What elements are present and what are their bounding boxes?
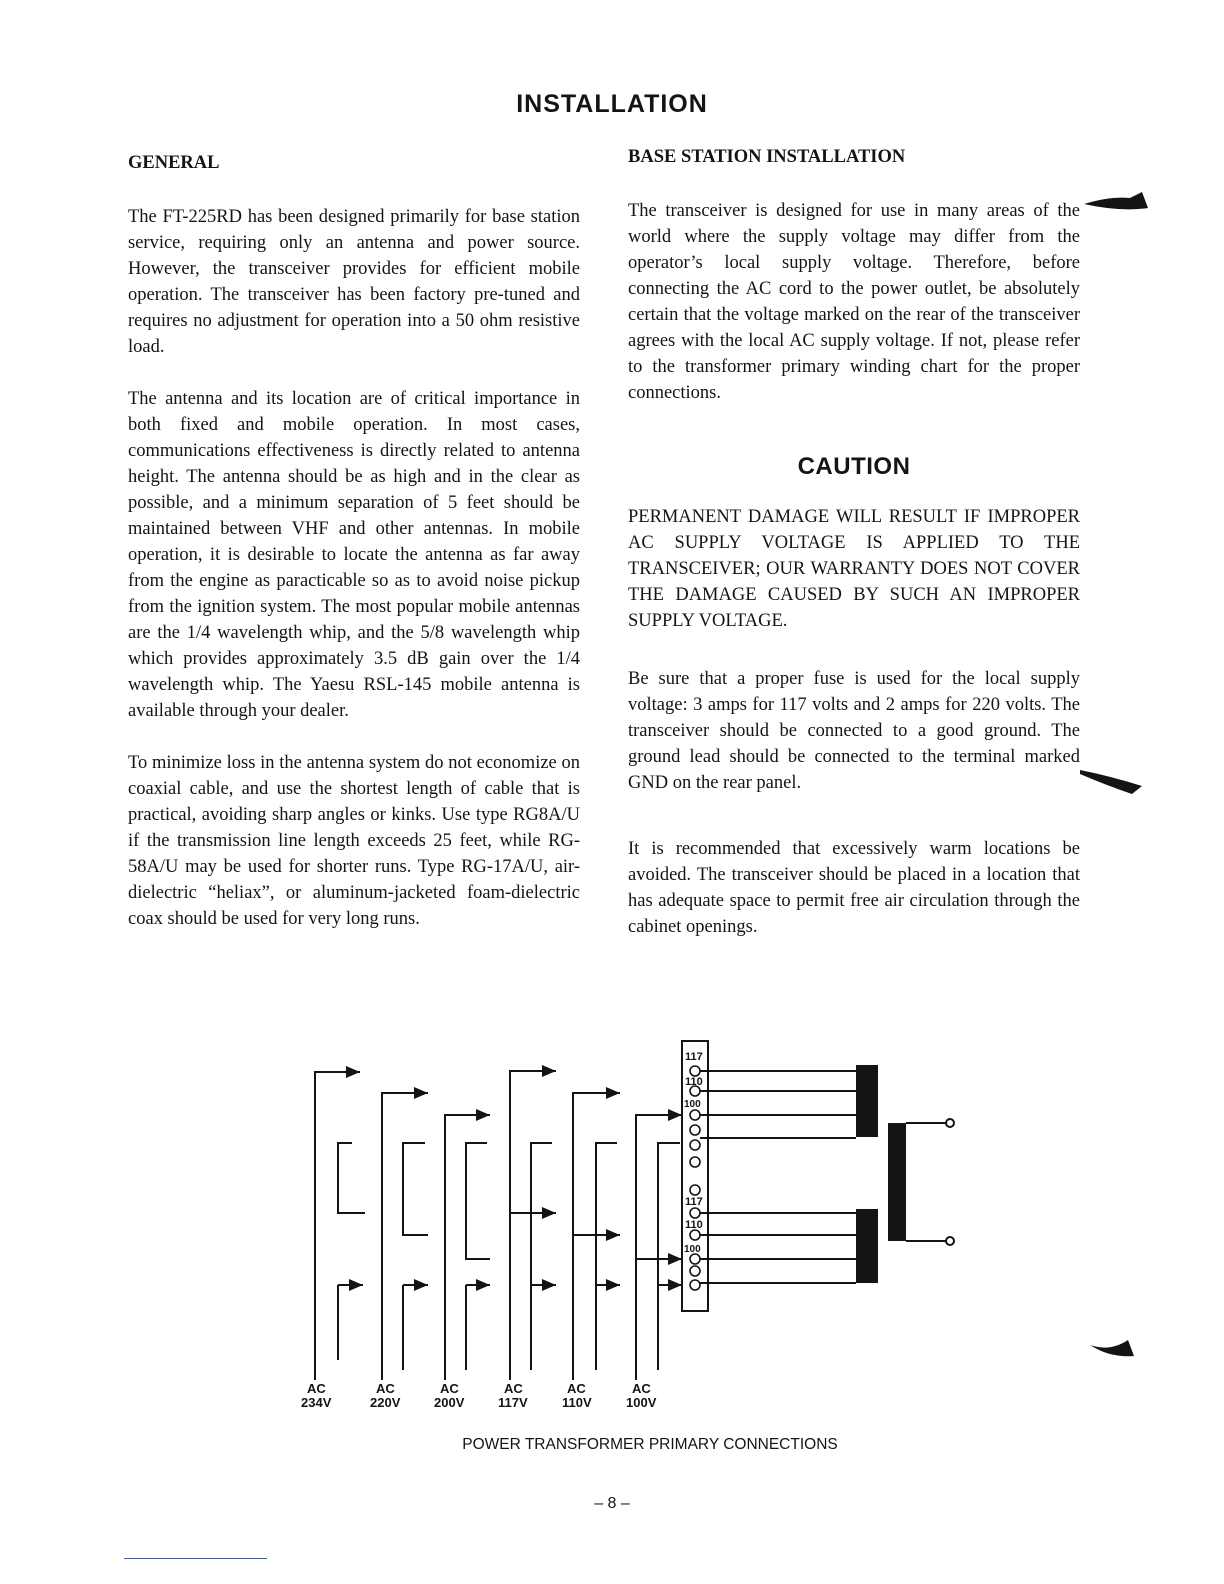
- caution-text: PERMANENT DAMAGE WILL RESULT IF IMPROPER AC SUPPLY VOLTAGE IS APPLIED TO THE TRANSCEIVER; OUR WARRANTY DOES NOT COVER THE DAMAGE CAUSED BY SUCH AN IMPROPER SUPPLY VOLTAGE.: [628, 507, 1080, 631]
- terminal-label-100-upper: 100: [684, 1099, 701, 1110]
- voltage-label-234v: 234V: [301, 1395, 332, 1410]
- general-heading: GENERAL: [128, 153, 220, 173]
- voltage-label-220v: 220V: [370, 1395, 401, 1410]
- ac-label-220v: AC: [376, 1381, 395, 1396]
- voltage-label-200v: 200V: [434, 1395, 465, 1410]
- terminal-label-117-lower: 117: [685, 1196, 703, 1208]
- wiring-bracket-100v: [636, 1115, 682, 1380]
- wiring-bracket-110v: [573, 1093, 620, 1380]
- transformer-connection-diagram: [290, 1035, 970, 1430]
- voltage-labels: [301, 1381, 657, 1410]
- ac-label-117v: AC: [504, 1381, 523, 1396]
- ac-label-200v: AC: [440, 1381, 459, 1396]
- fuse-paragraph: Be sure that a proper fuse is used for the local supply voltage: 3 amps for 117 volts and 2 amps for 220 volts. The transceiver should be connected to a good ground. The ground lead should be connected to the terminal marked GND on the rear panel.: [628, 669, 1080, 793]
- general-paragraph-3: To minimize loss in the antenna system do not economize on coaxial cable, and use the shortest length of cable that is practical, avoiding sharp angles or kinks. Use type RG8A/U if the transmission line length exceeds 25 feet, while RG-58A/U may be used for shorter runs. Type RG-17A/U, air-dielectric “heliax”, or aluminum-jacketed foam-dielectric coax should be used for very long runs.: [128, 753, 580, 929]
- ac-label-110v: AC: [567, 1381, 586, 1396]
- terminal-label-110-lower: 110: [685, 1219, 703, 1231]
- wiring-bracket-200v: [445, 1115, 490, 1380]
- margin-mark-3: [1090, 1340, 1134, 1356]
- ac-label-234v: AC: [307, 1381, 326, 1396]
- ac-label-100v: AC: [632, 1381, 651, 1396]
- terminal-label-110-upper: 110: [685, 1076, 703, 1088]
- terminal-strip: [682, 1041, 708, 1311]
- base-station-intro: The transceiver is designed for use in many areas of the world where the supply voltage may differ from the operator’s local supply voltage. Therefore, before connecting the AC cord to the power outlet, be absolutely certain that the voltage marked on the rear of the transceiver agrees with the local AC supply voltage. If not, please refer to the transformer primary winding chart for the proper connections.: [628, 201, 1080, 403]
- caution-title: CAUTION: [797, 453, 911, 480]
- terminal-label-117-upper: 117: [685, 1051, 703, 1063]
- footnote-rule: [124, 1558, 267, 1559]
- diagram-caption: POWER TRANSFORMER PRIMARY CONNECTIONS: [462, 1436, 838, 1453]
- general-paragraph-1: The FT-225RD has been designed primarily for base station service, requiring only an antenna and power source. However, the transceiver provides for efficient mobile operation. The transceiver has been factory pre-tuned and requires no adjustment for operation into a 50 ohm resistive load.: [128, 207, 580, 357]
- transformer-windings: [700, 1065, 954, 1283]
- wiring-bracket-220v: [382, 1093, 428, 1380]
- general-paragraph-2: The antenna and its location are of critical importance in both fixed and mobile operation. In most cases, communications effectiveness is directly related to antenna height. The antenna should be as high and in the clear as possible, and a minimum separation of 5 feet should be maintained between VHF and other antennas. In mobile operation, it is desirable to locate the antenna as far away from the engine as paracticable so as to avoid noise pickup from the ignition system. The most popular mobile antennas are the 1/4 wavelength whip, and the 5/8 wavelength whip which provides approximately 3.5 dB gain over the 1/4 wavelength whip. The Yaesu RSL-145 mobile antenna is available through your dealer.: [128, 389, 580, 721]
- right-column: [628, 144, 1080, 940]
- left-column: [128, 150, 580, 932]
- voltage-label-110v: 110V: [562, 1395, 592, 1410]
- wiring-bracket-117v: [510, 1071, 556, 1380]
- binding-marks: [1080, 170, 1170, 1370]
- wiring-bracket-234v: [315, 1072, 365, 1380]
- page-number: – 8 –: [594, 1495, 630, 1512]
- page-title: INSTALLATION: [516, 90, 708, 118]
- margin-mark-1: [1084, 192, 1148, 209]
- voltage-label-117v: 117V: [498, 1395, 528, 1410]
- voltage-label-100v: 100V: [626, 1395, 657, 1410]
- location-paragraph: It is recommended that excessively warm locations be avoided. The transceiver should be placed in a location that has adequate space to permit free air circulation through the cabinet openings.: [628, 839, 1080, 937]
- base-station-heading: BASE STATION INSTALLATION: [628, 147, 906, 167]
- margin-mark-2: [1080, 770, 1142, 794]
- terminal-label-100-lower: 100: [684, 1244, 701, 1255]
